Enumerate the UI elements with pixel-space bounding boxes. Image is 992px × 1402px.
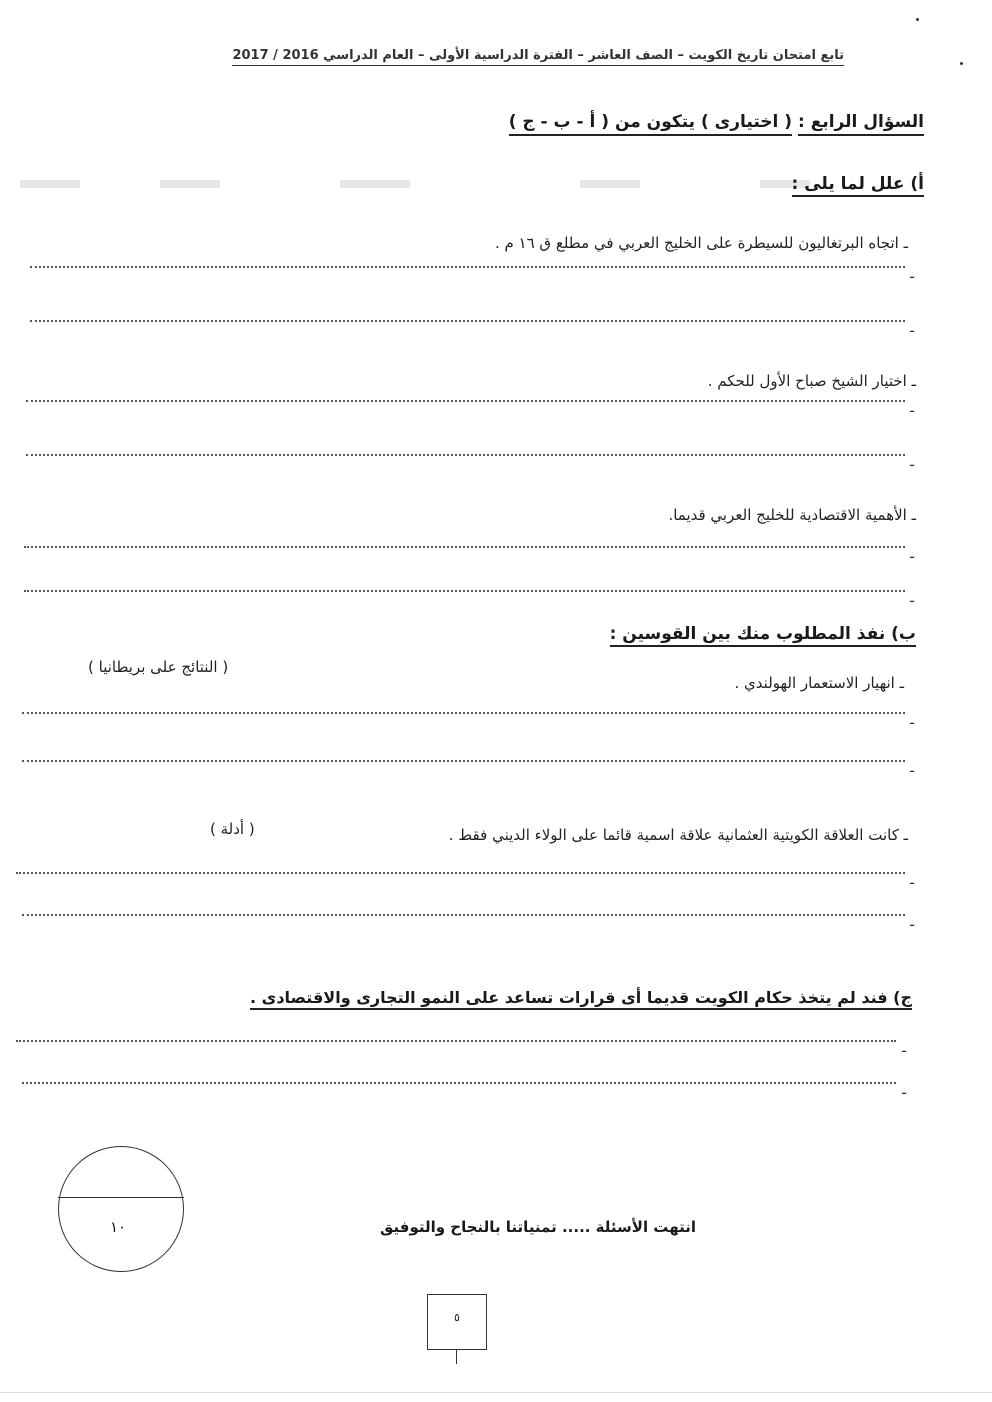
scan-edge: [0, 1392, 992, 1393]
exam-header: تابع امتحان تاريخ الكويت – الصف العاشر – الفترة الدراسية الأولى – العام الدراسي 2016 / 2017: [232, 48, 844, 66]
score-circle: [58, 1146, 184, 1272]
line-dash: ـ: [910, 590, 915, 606]
line-dash: ـ: [902, 1082, 907, 1098]
scan-speck: [960, 62, 963, 65]
line-dash: ـ: [910, 400, 915, 416]
section-b-item-2-hint: ( أدلة ): [210, 820, 255, 838]
answer-line[interactable]: [26, 400, 905, 402]
section-c-heading: ج) فند لم يتخذ حكام الكويت قديما أى قرارات تساعد على النمو التجارى والاقتصادى .: [250, 988, 912, 1007]
question-4-prefix: السؤال الرابع :: [798, 112, 924, 136]
line-dash: ـ: [910, 872, 915, 888]
scan-speck: [916, 18, 919, 21]
line-dash: ـ: [910, 712, 915, 728]
answer-line[interactable]: [22, 760, 905, 762]
answer-line[interactable]: [16, 1040, 896, 1042]
line-dash: ـ: [910, 320, 915, 336]
section-b-item-2: ـ كانت العلاقة الكويتية العثمانية علاقة اسمية قائما على الولاء الديني فقط .: [448, 826, 908, 844]
section-b-item-1: ـ انهيار الاستعمار الهولندي .: [734, 674, 904, 692]
section-a-item-1: ـ اتجاه البرتغاليون للسيطرة على الخليج العربي في مطلع ق ١٦ م .: [494, 234, 908, 252]
answer-line[interactable]: [24, 546, 905, 548]
answer-line[interactable]: [16, 872, 905, 874]
line-dash: ـ: [910, 454, 915, 470]
score-circle-divider: [58, 1197, 184, 1198]
section-b-item-1-hint: ( النتائج على بريطانيا ): [88, 658, 229, 676]
section-a-heading: أ) علل لما يلى :: [792, 174, 924, 194]
answer-line[interactable]: [22, 1082, 896, 1084]
scan-shadow: [580, 180, 640, 188]
line-dash: ـ: [902, 1040, 907, 1056]
answer-line[interactable]: [26, 454, 905, 456]
question-4-parts: ( اختيارى ) يتكون من ( أ - ب - ج ): [509, 112, 792, 136]
scan-shadow: [160, 180, 220, 188]
section-b-heading: ب) نفذ المطلوب منك بين القوسين :: [610, 624, 916, 644]
page-number: ٥: [454, 1311, 460, 1324]
closing-message: انتهت الأسئلة ..... تمنياتنا بالنجاح والتوفيق: [379, 1218, 696, 1236]
page-number-tick: [456, 1350, 457, 1364]
line-dash: ـ: [910, 760, 915, 776]
answer-line[interactable]: [30, 266, 905, 268]
line-dash: ـ: [910, 546, 915, 562]
section-a-item-2: ـ اختيار الشيخ صباح الأول للحكم .: [707, 372, 916, 390]
line-dash: ـ: [910, 266, 915, 282]
score-value: ١٠: [110, 1218, 127, 1236]
answer-line[interactable]: [30, 320, 905, 322]
answer-line[interactable]: [22, 712, 905, 714]
scan-shadow: [20, 180, 80, 188]
section-a-item-3: ـ الأهمية الاقتصادية للخليج العربي قديما.: [668, 506, 916, 524]
line-dash: ـ: [910, 914, 915, 930]
question-4-title: [509, 112, 924, 132]
answer-line[interactable]: [24, 590, 905, 592]
answer-line[interactable]: [22, 914, 905, 916]
scan-shadow: [340, 180, 410, 188]
